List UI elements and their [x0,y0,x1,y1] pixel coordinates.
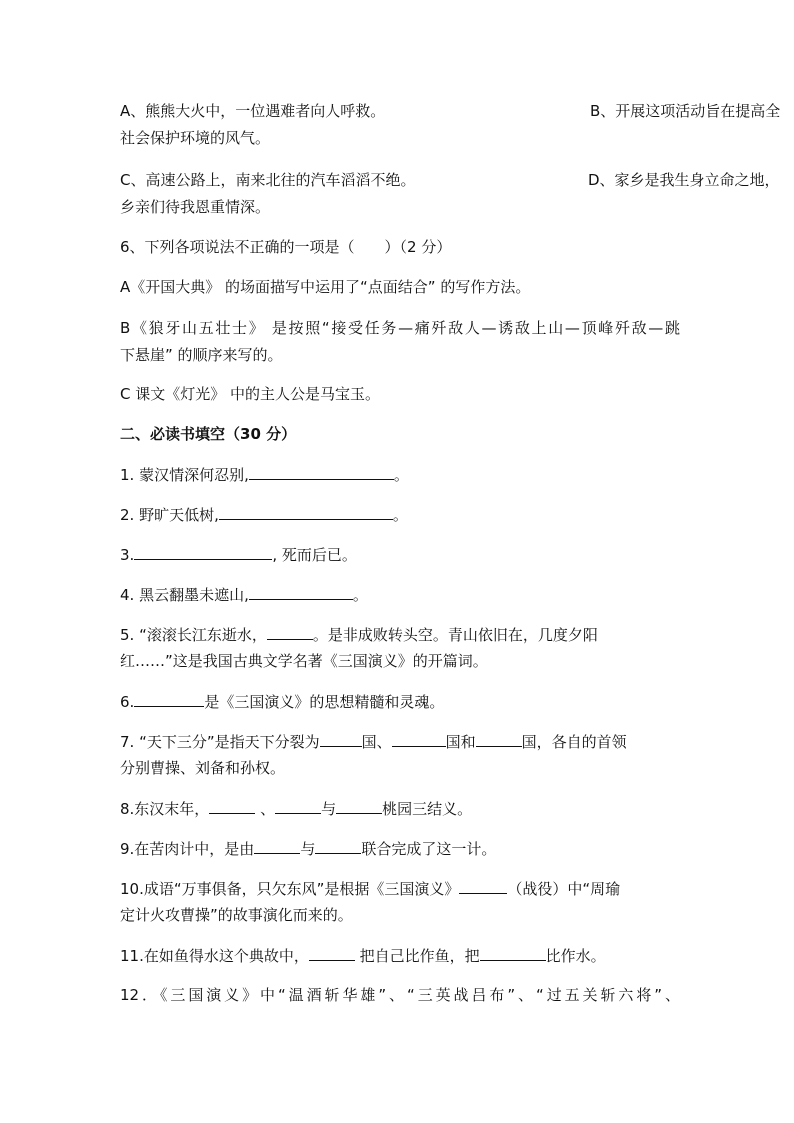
answer-blank[interactable] [267,623,313,640]
q5-option-d-line1: D、家乡是我生身立命之地， [588,171,780,189]
item-9: 9.在苦肉计中，是由 与 联合完成了这一计。 [120,837,680,860]
item-6: 6. 是《三国演义》的思想精髓和灵魂。 [120,690,680,713]
answer-blank[interactable] [320,730,362,747]
answer-blank[interactable] [459,877,507,894]
q5-option-b-line1: B、开展这项活动旨在提高全 [590,102,781,120]
item-7-line2: 分别曹操、刘备和孙权。 [120,759,286,777]
answer-blank[interactable] [249,583,353,600]
q5-option-b-line2: 社会保护环境的风气。 [120,129,271,147]
answer-blank[interactable] [476,730,522,747]
item-3: 3. , 死而后已。 [120,543,680,566]
item-8: 8.东汉末年， 、 与 桃园三结义。 [120,797,680,820]
q5-option-row-cd [120,169,780,191]
answer-blank[interactable] [209,797,255,814]
q5-option-row-ab [120,100,781,122]
answer-blank[interactable] [219,503,393,520]
q6-option-a: A《开国大典》 的场面描写中运用了“点面结合” 的写作方法。 [120,278,531,296]
item-5-line2: 红……”这是我国古典文学名著《三国演义》的开篇词。 [120,652,488,670]
answer-blank[interactable] [392,730,446,747]
item-10-line2: 定计火攻曹操”的故事演化而来的。 [120,906,353,924]
item-11: 11.在如鱼得水这个典故中， 把自己比作鱼，把 比作水。 [120,944,680,967]
item-1: 1. 蒙汉情深何忍别, 。 [120,463,680,486]
item-12: 12．《三国演义》中“温酒斩华雄”、“三英战吕布”、“过五关斩六将”、 [120,986,680,1004]
item-7-line1: 7. “天下三分”是指天下分裂为 国、 国和 国，各自的首领 [120,730,680,753]
section-2-title: 二、必读书填空（30 分） [120,425,297,443]
answer-blank[interactable] [480,944,546,961]
item-10-line1: 10.成语“万事俱备，只欠东风”是根据《三国演义》 （战役）中“周瑜 [120,877,680,900]
q5-option-a: A、熊熊大火中，一位遇难者向人呼救。 [120,102,386,120]
q6-stem: 6、下列各项说法不正确的一项是（ ）（2 分） [120,238,452,256]
answer-blank[interactable] [315,837,361,854]
answer-blank[interactable] [275,797,321,814]
item-5-line1: 5. “滚滚长江东逝水， 。是非成败转头空。青山依旧在，几度夕阳 [120,623,680,646]
answer-blank[interactable] [309,944,355,961]
item-4: 4. 黑云翻墨未遮山, 。 [120,583,680,606]
answer-blank[interactable] [134,690,204,707]
item-2: 2. 野旷天低树, 。 [120,503,680,526]
q6-option-c: C 课文《灯光》 中的主人公是马宝玉。 [120,385,381,403]
answer-blank[interactable] [254,837,300,854]
answer-blank[interactable] [336,797,382,814]
q6-option-b-line2: 下悬崖” 的顺序来写的。 [120,346,283,364]
q6-option-b-line1: B《狼牙山五壮士》 是按照“接受任务—痛歼敌人—诱敌上山—顶峰歼敌—跳 [120,319,680,337]
q5-option-d-line2: 乡亲们待我恩重情深。 [120,198,271,216]
answer-blank[interactable] [134,543,272,560]
answer-blank[interactable] [249,463,394,480]
q5-option-c: C、高速公路上，南来北往的汽车滔滔不绝。 [120,171,416,189]
